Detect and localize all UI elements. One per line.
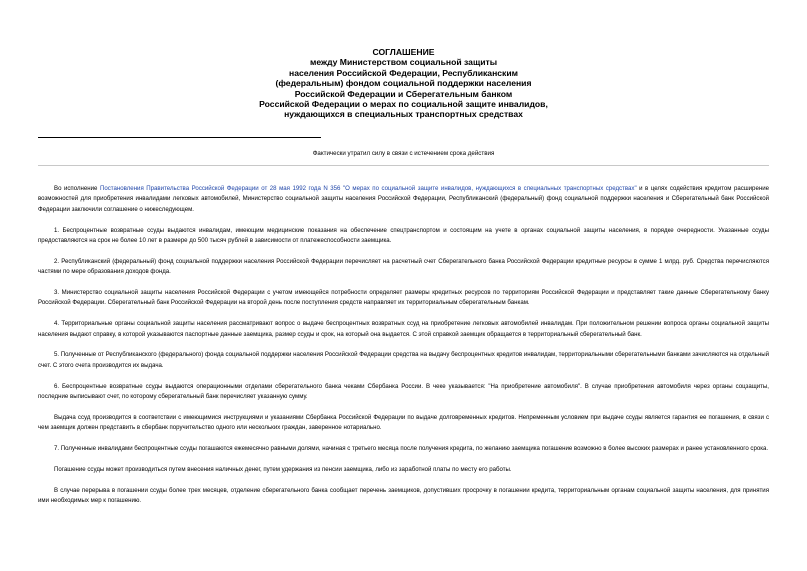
title-line: между Министерством социальной защиты [309, 57, 498, 68]
title-line: Российской Федерации о мерах по социальной защите инвалидов, [259, 99, 548, 110]
paragraph-3: 3. Министерство социальной защиты населения Российской Федерации с учетом имеющейся потребности определяет размеры кредитных ресурсов по территориям Российской Федерации и представляет такие данные Сберегательному банку Российской Федерации. Сберегательный банк Российской Федерации на второй день после поступления средств направляет их территориальным сберегательным банкам. [38, 289, 769, 307]
paragraph-4: 4. Территориальные органы социальной защиты населения рассматривают вопрос о выдаче беспроцентных возвратных ссуд на приобретение легковых автомобилей инвалидам. При положительном решении вопроса органы социальной защиты населения выдают справку, в которой указываются паспортные данные заемщика, размер ссуды и срок, на который она выдается. С этой справкой заемщик обращается в территориальный сберегательный банк. [38, 320, 769, 338]
paragraph-7-repayment: Погашение ссуды может производиться путем внесения наличных денег, путем удержания из пенсии заемщика, либо из заработной платы по месту его работы. [54, 465, 512, 473]
title-divider [38, 137, 321, 138]
title-line: населения Российской Федерации, Республиканским [289, 67, 518, 78]
title-line: нуждающихся в специальных транспортных средствах [284, 109, 523, 120]
title-line: Российской Федерации и Сберегательным банком [294, 88, 513, 99]
preamble-paragraph [38, 184, 769, 215]
paragraph-6-continued: Выдача ссуд производится в соответствии с имеющимися инструкциями и указаниями Сбербанка Российской Федерации по выдаче долговременных кредитов. Непременным условием при выдаче ссуды является гарантия ее погашения, в связи с чем заемщик должен представить в сбербанк поручительство одного или нескольких граждан, заверенное нотариально. [38, 413, 769, 432]
status-divider [38, 165, 769, 166]
paragraph-1: 1. Беспроцентные возвратные ссуды выдаются инвалидам, имеющим медицинские показания на обеспечение спецтранспортом и состоящим на учете в органах социальной защиты населения, в порядке очередности. Указанные ссуды предоставляются на срок не более 10 лет в размере до 500 тысяч рублей в зависимости от платежеспособности заемщика. [38, 226, 769, 245]
document-title [38, 0, 769, 120]
paragraph-2: 2. Республиканский (федеральный) фонд социальной поддержки населения Российской Федерации перечисляет на расчетный счет Сберегательного банка Российской Федерации кредитные ресурсы в сумме 1 млрд. руб. Средства перечисляются частями по мере образования доходов фонда. [38, 257, 769, 276]
preamble-lead: Во исполнение [54, 185, 100, 192]
document-body [38, 184, 769, 517]
paragraph-7: 7. Полученные инвалидами беспроцентные ссуды погашаются ежемесячно равными долями, начиная с третьего месяца после получения кредита, по желанию заемщика погашение возможно в более высоких размерах и ранее установленного срока. [54, 445, 769, 453]
decree-link[interactable]: Постановления Правительства Российской Федерации от 28 мая 1992 года N 356 "О мерах по социальной защите инвалидов, нуждающихся в специальных транспортных средствах" [99, 185, 637, 192]
paragraph-5: 5. Полученные от Республиканского (федерального) фонда социальной поддержки населения Российской Федерации средства на выдачу беспроцентных кредитов инвалидам, территориальными сберегательными банками зачисляются на отдельный счет. С этого счета производится их выдача. [38, 351, 769, 369]
preamble-rest: и в целях содействия кредитом расширение возможностей для приобретения инвалидами легковых автомобилей, Министерство социальной защиты населения Российской Федерации, Республиканский (федеральный) фонд социальной поддержки населения и Сберегательный банк Российской Федерации заключили соглашение о нижеследующем. [38, 185, 769, 213]
title-line: СОГЛАШЕНИЕ [372, 47, 435, 57]
status-note: Фактически утратил силу в связи с истечением срока действия [312, 150, 495, 157]
title-line: (федеральным) фондом социальной поддержки населения [275, 78, 532, 89]
paragraph-7-overdue: В случае перерыва в погашении ссуды более трех месяцев, отделение сберегательного банка сообщает перечень заемщиков, допустивших просрочку в погашении кредита, территориальным органам социальной защиты населения, для принятия ими необходимых мер к погашению. [38, 486, 769, 505]
paragraph-6: 6. Беспроцентные возвратные ссуды выдаются операционными отделами сберегательного банка чеками Сбербанка России. В чеке указывается: "На приобретение автомобиля". В случае приобретения автомобиля через органы соцзащиты, последние выписывают счет, по которому сберегательный банк перечисляет указанную сумму. [38, 382, 769, 401]
